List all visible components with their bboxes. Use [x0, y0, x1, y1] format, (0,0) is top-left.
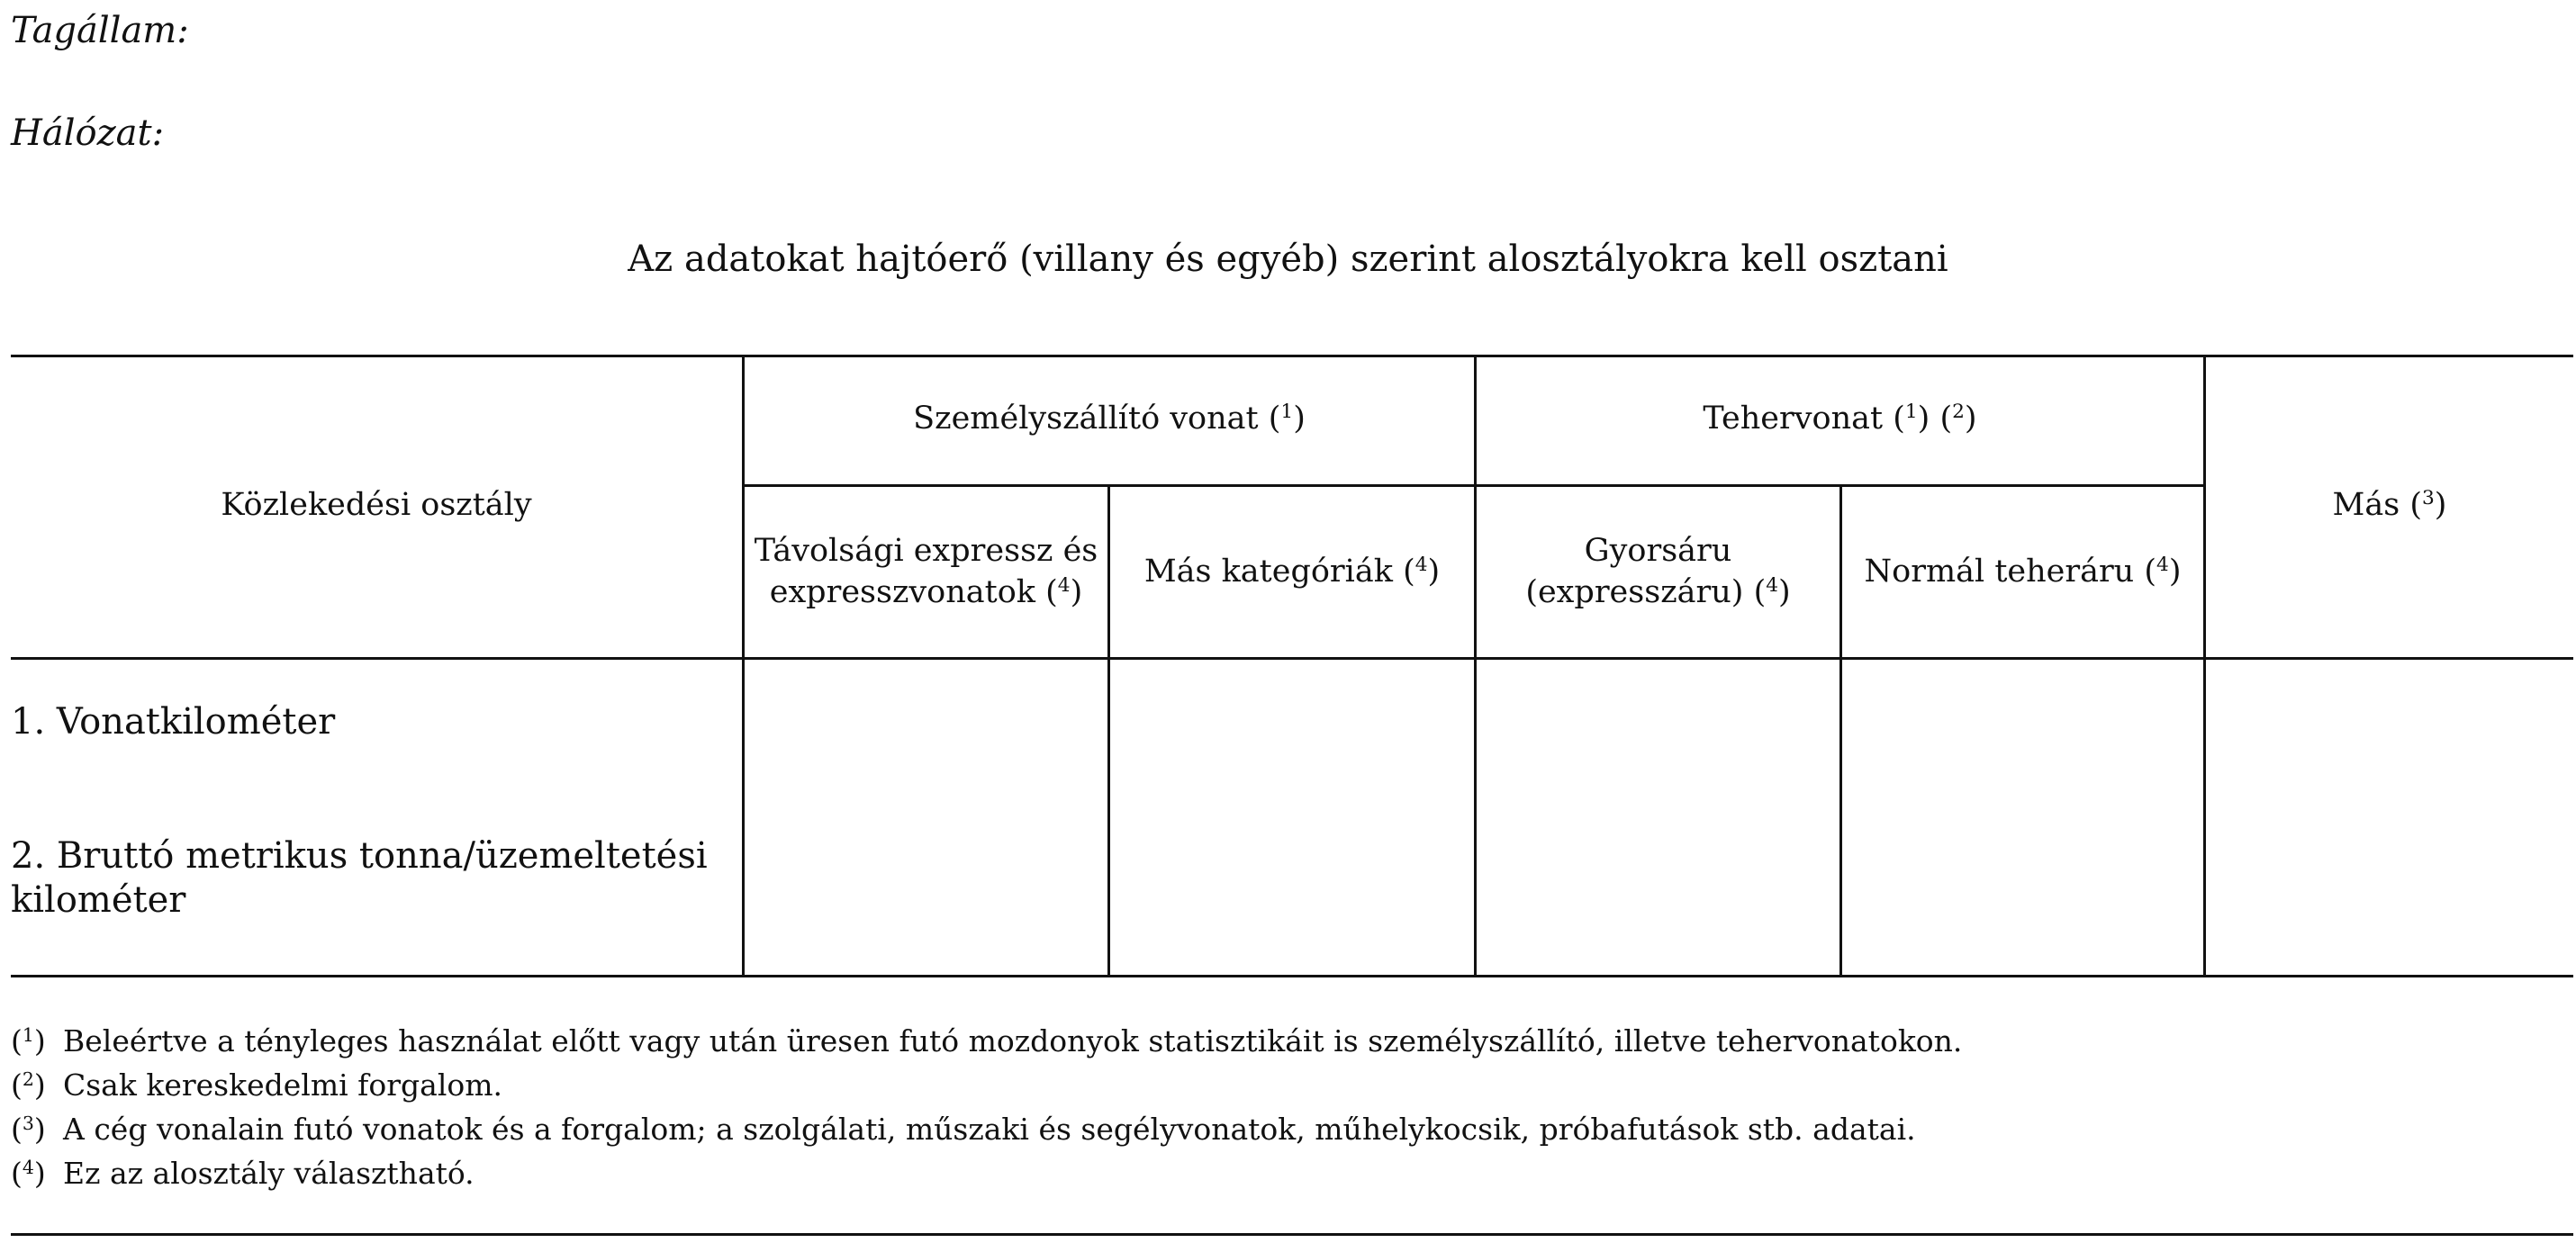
- footnote-ref: 4: [2156, 553, 2169, 576]
- row-train-km: [11, 700, 731, 744]
- corner-header: [11, 355, 742, 657]
- statistics-table: [11, 355, 2573, 977]
- express-freight-line1: Gyorsáru: [1584, 533, 1732, 569]
- footnote-ref: 3: [2421, 487, 2435, 510]
- normal-freight-header: Normál teheráru ($^4$): [1864, 553, 2182, 590]
- corner-header-label: Közlekedési osztály: [221, 487, 532, 524]
- footnote-text: Ez az alosztály választható.: [63, 1156, 475, 1191]
- footnote: ($^2$) Csak kereskedelmi forgalom.: [11, 1063, 2559, 1107]
- express-freight-header: Gyorsáru (expresszáru) ($^4$): [1525, 533, 1791, 610]
- footnote-marker: 2: [22, 1067, 34, 1090]
- other-traffic-label: Más: [2332, 487, 2400, 524]
- freight-train-label: Tehervonat: [1703, 401, 1884, 437]
- table-bottom-rule: [11, 975, 2573, 977]
- footnote-ref: 2: [1952, 401, 1965, 424]
- footnote-text: Beleértve a tényleges használat előtt vagy után üresen futó mozdonyok statisztikáit is személyszállító, illetve tehervonatokon.: [63, 1023, 1963, 1058]
- normal-freight-label: Normál teheráru: [1864, 553, 2135, 590]
- document-title: Az adatokat hajtóerő (villany és egyéb) szerint alosztályokra kell osztani: [628, 239, 1948, 280]
- footnote-ref: 4: [1415, 553, 1428, 576]
- footnote-marker: 3: [22, 1112, 34, 1134]
- passenger-train-header: Személyszállító vonat ($^1$): [913, 401, 1306, 437]
- row-gross-tonne-km-line1: 2. Bruttó metrikus tonna/üzemeltetési: [11, 835, 708, 877]
- footnote: ($^1$) Beleértve a tényleges használat előtt vagy után üresen futó mozdonyok statisztikáit is személyszállító, illetve tehervonatokon.: [11, 1019, 2559, 1063]
- long-distance-express-line1: Távolsági expressz és: [754, 533, 1098, 569]
- footnote-ref: 1: [1904, 401, 1918, 424]
- long-distance-express-header: Távolsági expressz és expresszvonatok ($^4$): [754, 533, 1098, 610]
- footnote: ($^3$) A cég vonalain futó vonatok és a forgalom; a szolgálati, műszaki és segélyvonatok, műhelykocsik, próbafutások stb. adatai.: [11, 1107, 2559, 1151]
- footnotes: [11, 1019, 2559, 1195]
- footnote-text: A cég vonalain futó vonatok és a forgalom; a szolgálati, műszaki és segélyvonatok, műhelykocsik, próbafutások stb. adatai.: [63, 1112, 1916, 1147]
- footnote-marker: 4: [22, 1156, 34, 1178]
- footnote-text: Csak kereskedelmi forgalom.: [63, 1067, 503, 1103]
- member-state-label: Tagállam:: [11, 10, 189, 51]
- bottom-rule: [11, 1233, 2573, 1236]
- passenger-train-label: Személyszállító vonat: [913, 401, 1259, 437]
- header-bottom-rule: [11, 657, 2573, 660]
- row-gross-tonne-km: [11, 834, 731, 923]
- footnote: ($^4$) Ez az alosztály választható.: [11, 1151, 2559, 1195]
- other-traffic-header: Más ($^3$): [2332, 487, 2447, 524]
- footnote-ref: 1: [1280, 401, 1294, 424]
- other-categories-label: Más kategóriák: [1143, 553, 1393, 590]
- other-categories-header: Más kategóriák ($^4$): [1143, 553, 1441, 590]
- network-label: Hálózat:: [11, 113, 165, 154]
- row-train-km-label: 1. Vonatkilométer: [11, 701, 336, 743]
- footnote-ref: 4: [1057, 573, 1071, 597]
- long-distance-express-line2: expresszvonatok: [769, 573, 1035, 610]
- footnote-ref: 4: [1766, 573, 1779, 597]
- freight-train-header: Tehervonat ($^1$) ($^2$): [1703, 401, 1977, 437]
- row-gross-tonne-km-line2: kilométer: [11, 878, 186, 921]
- express-freight-line2: (expresszáru): [1525, 573, 1744, 610]
- footnote-marker: 1: [22, 1023, 34, 1046]
